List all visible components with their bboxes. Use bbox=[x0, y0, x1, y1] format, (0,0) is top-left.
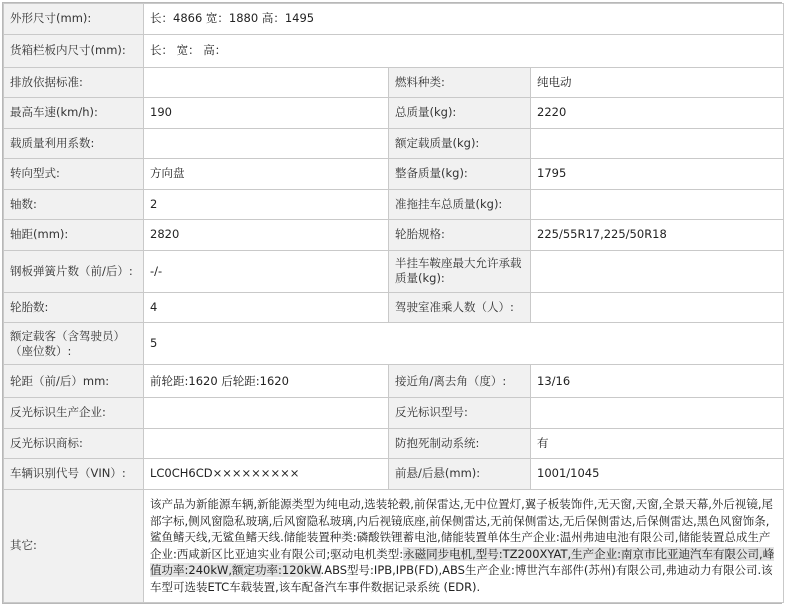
label-rated-load: 额定载质量(kg): bbox=[389, 128, 531, 159]
value-trailer-mass bbox=[531, 189, 784, 220]
value-spring-count: -/- bbox=[144, 250, 389, 292]
label-tire-spec: 轮胎规格: bbox=[389, 220, 531, 251]
label-steering-type: 转向型式: bbox=[4, 159, 144, 190]
label-overhang: 前悬/后悬(mm): bbox=[389, 459, 531, 490]
row-reflector-maker bbox=[4, 398, 784, 429]
value-max-speed: 190 bbox=[144, 98, 389, 129]
value-rated-load bbox=[531, 128, 784, 159]
value-overhang: 1001/1045 bbox=[531, 459, 784, 490]
label-cargo-dimensions: 货箱栏板内尺寸(mm): bbox=[4, 34, 144, 67]
label-wheelbase: 轴距(mm): bbox=[4, 220, 144, 251]
row-speed bbox=[4, 98, 784, 129]
row-track bbox=[4, 365, 784, 398]
value-tire-count: 4 bbox=[144, 292, 389, 323]
label-saddle-capacity: 半挂车鞍座最大允许承载质量(kg): bbox=[389, 250, 531, 292]
label-vin: 车辆识别代号（VIN）: bbox=[4, 459, 144, 490]
value-wheelbase: 2820 bbox=[144, 220, 389, 251]
label-reflector-maker: 反光标识生产企业: bbox=[4, 398, 144, 429]
value-cargo-dimensions: 长： 宽： 高： bbox=[144, 34, 784, 67]
label-approach-departure-angle: 接近角/离去角（度）: bbox=[389, 365, 531, 398]
value-fuel-type: 纯电动 bbox=[531, 67, 784, 98]
row-emission bbox=[4, 67, 784, 98]
label-cab-occupants: 驾驶室准乘人数（人）: bbox=[389, 292, 531, 323]
value-track-width: 前轮距:1620 后轮距:1620 bbox=[144, 365, 389, 398]
value-emission-standard bbox=[144, 67, 389, 98]
label-rated-passengers: 额定载客（含驾驶员）（座位数）: bbox=[4, 323, 144, 365]
value-reflector-maker bbox=[144, 398, 389, 429]
other-text-part-1: 该产品为新能源车辆,新能源类型为纯电动,选装轮毂,前保雷达,无中位置灯,翼子板装饰件,无天窗,天窗,全景天幕,外后视镜,尾部字标,侧风窗隐私玻璃,后风窗隐私玻璃,内后视镜底座,前保侧雷达,无前保侧雷达,无后保侧雷达,后保侧雷达,黑色风窗饰条,鲨鱼鳍天线,无鲨鱼鳍天线.储能装置种类:磷酸铁锂蓄电池,储能装置单体生产企业:温州弗迪电池有限公司,储能装置总成生产企业:西咸新区比亚迪实业有限公司;驱动电机类型: bbox=[150, 497, 774, 561]
value-total-mass: 2220 bbox=[531, 98, 784, 129]
other-text-highlighted: 永磁同步电机,型号:TZ200XYAT,生产企业:南京市比亚迪汽车有限公司,峰值功率:240kW,额定功率:120kW bbox=[150, 546, 775, 577]
label-emission-standard: 排放依据标准: bbox=[4, 67, 144, 98]
value-dimensions: 长：4866 宽：1880 高：1495 bbox=[144, 4, 784, 35]
label-spring-count: 钢板弹簧片数（前/后）: bbox=[4, 250, 144, 292]
value-load-factor bbox=[144, 128, 389, 159]
label-track-width: 轮距（前/后）mm: bbox=[4, 365, 144, 398]
value-saddle-capacity bbox=[531, 250, 784, 292]
row-steering bbox=[4, 159, 784, 190]
label-other: 其它: bbox=[4, 489, 144, 602]
row-dimensions bbox=[4, 4, 784, 35]
value-axle-count: 2 bbox=[144, 189, 389, 220]
row-wheelbase bbox=[4, 220, 784, 251]
label-trailer-mass: 准拖挂车总质量(kg): bbox=[389, 189, 531, 220]
label-abs: 防抱死制动系统: bbox=[389, 428, 531, 459]
value-approach-departure-angle: 13/16 bbox=[531, 365, 784, 398]
value-reflector-model bbox=[531, 398, 784, 429]
value-steering-type: 方向盘 bbox=[144, 159, 389, 190]
row-other bbox=[4, 489, 784, 602]
label-load-factor: 载质量利用系数: bbox=[4, 128, 144, 159]
label-max-speed: 最高车速(km/h): bbox=[4, 98, 144, 129]
row-springs bbox=[4, 250, 784, 292]
row-vin bbox=[4, 459, 784, 490]
vehicle-spec-table bbox=[2, 2, 782, 604]
row-reflector-brand bbox=[4, 428, 784, 459]
other-text-part-2: .ABS型号:IPB,IPB(FD),ABS生产企业:博世汽车部件(苏州)有限公司,弗迪动力有限公司.该车型可选装ETC车载装置,该车配备汽车事件数据记录系统 (EDR). bbox=[150, 563, 773, 594]
row-cargo-dimensions bbox=[4, 34, 784, 67]
label-curb-mass: 整备质量(kg): bbox=[389, 159, 531, 190]
label-reflector-brand: 反光标识商标: bbox=[4, 428, 144, 459]
label-total-mass: 总质量(kg): bbox=[389, 98, 531, 129]
value-tire-spec: 225/55R17,225/50R18 bbox=[531, 220, 784, 251]
label-reflector-model: 反光标识型号: bbox=[389, 398, 531, 429]
value-other bbox=[144, 489, 784, 602]
label-axle-count: 轴数: bbox=[4, 189, 144, 220]
row-tires bbox=[4, 292, 784, 323]
value-abs: 有 bbox=[531, 428, 784, 459]
row-axles bbox=[4, 189, 784, 220]
value-reflector-brand bbox=[144, 428, 389, 459]
value-rated-passengers: 5 bbox=[144, 323, 784, 365]
label-dimensions: 外形尺寸(mm): bbox=[4, 4, 144, 35]
label-fuel-type: 燃料种类: bbox=[389, 67, 531, 98]
value-vin: LC0CH6CD××××××××× bbox=[144, 459, 389, 490]
value-cab-occupants bbox=[531, 292, 784, 323]
value-curb-mass: 1795 bbox=[531, 159, 784, 190]
label-tire-count: 轮胎数: bbox=[4, 292, 144, 323]
row-seats bbox=[4, 323, 784, 365]
row-load-factor bbox=[4, 128, 784, 159]
